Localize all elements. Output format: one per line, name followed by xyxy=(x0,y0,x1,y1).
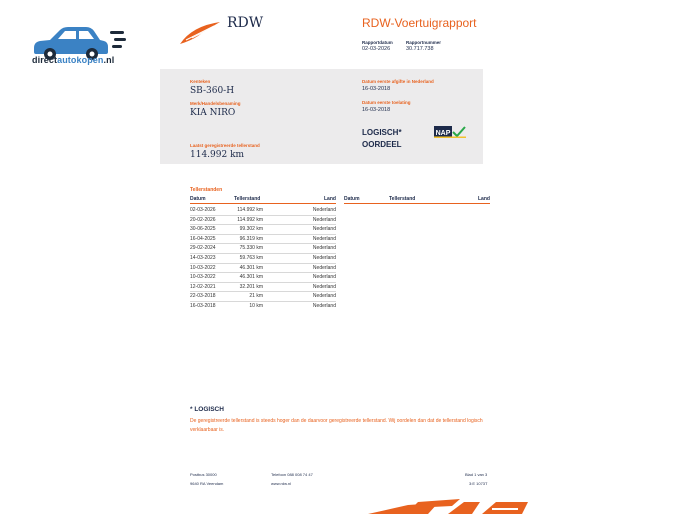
document-title: RDW-Voertuigrapport xyxy=(362,16,477,30)
first-admission-label: Datum eerste toelating xyxy=(362,100,411,105)
table-row: 16-03-2018 10 km Nederland xyxy=(190,303,336,309)
footer-code: 3:E 1073T xyxy=(469,481,488,486)
vehicle-model: KIA NIRO xyxy=(190,108,236,118)
org-name: RDW xyxy=(227,15,264,31)
nap-check-icon xyxy=(434,126,466,138)
table-row: 29-02-2024 75.330 km Nederland xyxy=(190,243,336,254)
footnote-title: * LOGISCH xyxy=(190,406,224,413)
col-odometer-header-right: Tellerstand xyxy=(389,196,416,202)
footer-phone: Telefoon 088 008 74 47 xyxy=(271,472,313,477)
brand-wordmark: directautokopen.nl xyxy=(32,55,115,65)
col-date-header: Datum xyxy=(190,196,206,202)
table-row: 12-02-2021 32.201 km Nederland xyxy=(190,282,336,293)
footer-address-2: 9640 RA Veendam xyxy=(190,481,224,486)
table-row: 22-03-2018 21 km Nederland xyxy=(190,291,336,302)
col-date-header-right: Datum xyxy=(344,196,360,202)
footnote-text: De geregistreerde tellerstand is steeds hoger dan de daarvoor geregistreerde tellerstand. Wij oordelen dan dat de tellerstand logisch verklaarbaar is. xyxy=(190,418,483,433)
first-nl-date: 16-03-2018 xyxy=(362,86,391,92)
table-header-rule xyxy=(190,203,336,204)
table-row: 10-03-2022 46.301 km Nederland xyxy=(190,263,336,274)
first-nl-label: Datum eerste afgifte in Nederland xyxy=(362,79,434,84)
nap-text: NAP xyxy=(435,130,451,137)
last-odometer-label: Laatst geregistreerde tellerstand xyxy=(190,143,260,148)
license-plate: SB-360-H xyxy=(190,86,235,96)
table-header-rule-right xyxy=(344,203,490,204)
table-row: 02-03-2026 114.992 km Nederland xyxy=(190,205,336,216)
rdw-logo-icon xyxy=(178,20,222,46)
col-country-header-right: Land xyxy=(478,196,490,202)
col-odometer-header: Tellerstand xyxy=(234,196,261,202)
footer-website: www.rdw.nl xyxy=(271,481,292,486)
table-row: 16-04-2025 96.319 km Nederland xyxy=(190,234,336,245)
table-row: 10-03-2022 46.301 km Nederland xyxy=(190,272,336,283)
report-number-label: Rapportnummer xyxy=(406,40,442,45)
report-date: 02-03-2026 xyxy=(362,46,391,52)
first-admission-date: 16-03-2018 xyxy=(362,107,391,113)
table-row: 20-02-2026 114.992 km Nederland xyxy=(190,215,336,226)
report-number: 30.717.738 xyxy=(406,46,434,52)
col-country-header: Land xyxy=(324,196,336,202)
model-label: Merk/Handelsbenaming xyxy=(190,101,241,106)
decorative-stripe-icon xyxy=(368,497,528,514)
odometer-title: Tellerstanden xyxy=(190,187,223,193)
report-date-label: Rapportdatum xyxy=(362,40,393,45)
plate-label: Kenteken xyxy=(190,79,211,84)
table-row: 14-03-2023 59.763 km Nederland xyxy=(190,253,336,264)
footer-address-1: Postbus 30000 xyxy=(190,472,217,477)
verdict: LOGISCH* OORDEEL xyxy=(362,128,402,149)
table-row: 30-06-2025 99.302 km Nederland xyxy=(190,224,336,235)
last-odometer: 114.992 km xyxy=(190,150,245,160)
footer-page: Blad 1 van 3 xyxy=(465,472,488,477)
